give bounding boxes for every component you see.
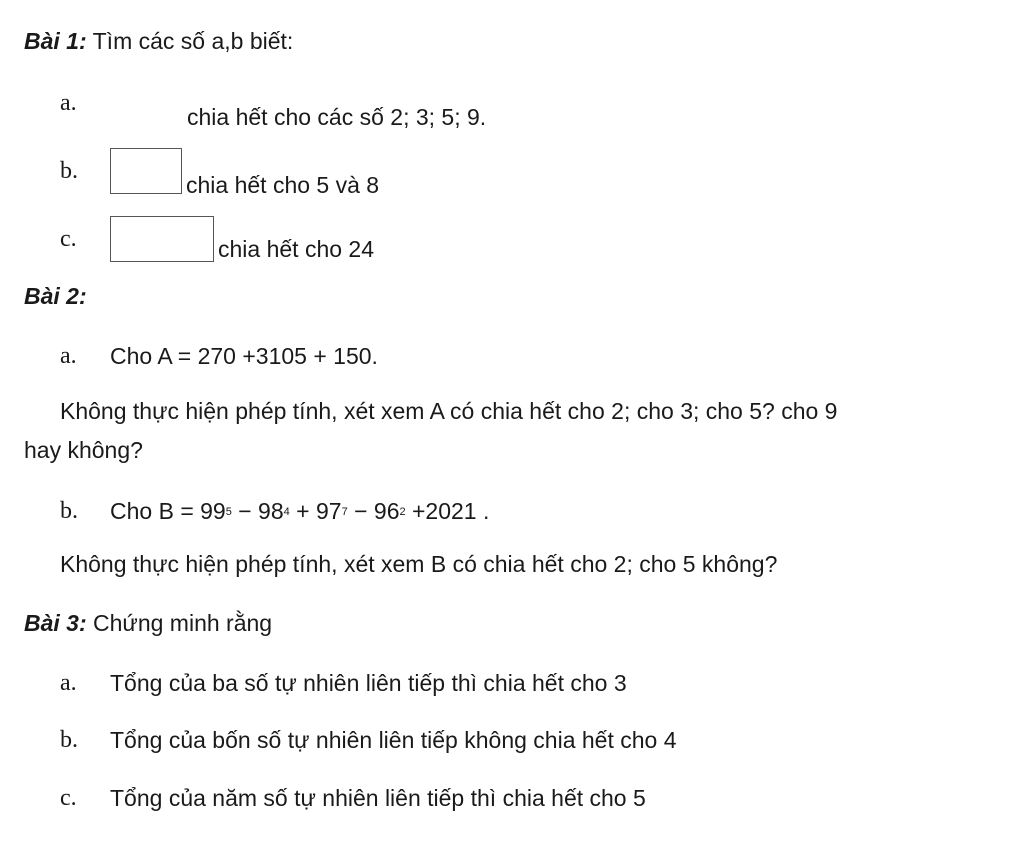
exponent-3: 7 <box>341 506 348 518</box>
bai1-heading: Bài 1: <box>24 28 87 54</box>
bai2-a-question-line2: hay không? <box>24 437 143 463</box>
exponent-1: 5 <box>225 506 232 518</box>
bai3-intro: Chứng minh rằng <box>93 610 273 636</box>
expr-term-3: + 97 <box>289 498 342 524</box>
bai1-item-c-text: chia hết cho 24 <box>218 236 375 262</box>
bai1-intro: Tìm các số a,b biết: <box>92 28 294 54</box>
bai2-b-expression <box>110 498 489 525</box>
bai3-item-a-marker: a. <box>60 670 77 696</box>
expr-term-5: +2021 . <box>405 498 490 524</box>
exponent-2: 4 <box>283 506 290 518</box>
bai1-item-b-text: chia hết cho 5 và 8 <box>186 172 380 198</box>
bai3-item-a-text: Tổng của ba số tự nhiên liên tiếp thì chia hết cho 3 <box>110 670 627 696</box>
number-box-c <box>110 216 214 262</box>
bai1-item-b-marker: b. <box>60 158 78 184</box>
bai2-heading: Bài 2: <box>24 283 87 309</box>
expr-term-2: − 98 <box>231 498 284 524</box>
bai2-a-expression: Cho A = 270 +3105 + 150. <box>110 343 378 369</box>
bai1-item-a-text: chia hết cho các số 2; 3; 5; 9. <box>187 104 487 130</box>
exponent-4: 2 <box>399 506 406 518</box>
bai3-item-c-marker: c. <box>60 785 77 811</box>
bai1-item-a-marker: a. <box>60 90 77 116</box>
expr-term-4: − 96 <box>347 498 400 524</box>
expr-term-1: Cho B = 99 <box>110 498 226 524</box>
bai3-item-b-marker: b. <box>60 727 78 753</box>
bai1-item-c-marker: c. <box>60 226 77 252</box>
bai2-b-question: Không thực hiện phép tính, xét xem B có chia hết cho 2; cho 5 không? <box>60 551 778 577</box>
bai3-item-c-text: Tổng của năm số tự nhiên liên tiếp thì chia hết cho 5 <box>110 785 646 811</box>
bai2-a-marker: a. <box>60 343 77 369</box>
bai2-a-question-line1: Không thực hiện phép tính, xét xem A có chia hết cho 2; cho 3; cho 5? cho 9 <box>60 398 838 424</box>
number-box-b <box>110 148 182 194</box>
bai3-item-b-text: Tổng của bốn số tự nhiên liên tiếp không chia hết cho 4 <box>110 727 677 753</box>
bai2-b-marker: b. <box>60 498 78 524</box>
bai3-title <box>24 610 272 637</box>
bai3-heading: Bài 3: <box>24 610 87 636</box>
bai1-title <box>24 28 293 55</box>
